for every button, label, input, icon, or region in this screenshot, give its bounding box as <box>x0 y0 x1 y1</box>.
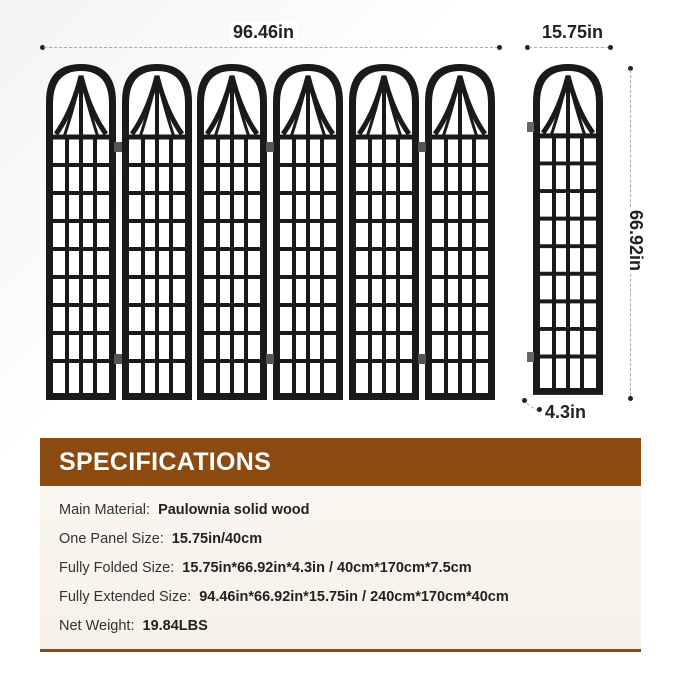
specifications-list <box>40 486 641 640</box>
dim-width-label: 96.46in <box>229 22 298 43</box>
spec-value: 94.46in*66.92in*15.75in / 240cm*170cm*40cm <box>199 588 509 605</box>
spec-label: Net Weight: <box>59 617 135 634</box>
spec-row-panel-size <box>59 524 641 553</box>
dim-panel-label: 15.75in <box>542 22 604 42</box>
hinge-icon <box>527 352 534 362</box>
spec-label: Fully Folded Size: <box>59 559 175 576</box>
spec-label: Main Material: <box>59 501 151 518</box>
spec-row-extended-size <box>59 582 641 611</box>
screen-panel-5 <box>349 64 419 400</box>
hinge-icon <box>266 142 274 152</box>
spec-value: 15.75in/40cm <box>171 530 263 547</box>
dim-width-end-dot <box>497 45 502 50</box>
spec-value: 15.75in*66.92in*4.3in / 40cm*170cm*7.5cm <box>182 559 472 576</box>
dim-width-line <box>44 47 498 48</box>
dim-height-label: 66.92in <box>625 207 646 274</box>
hinge-icon <box>418 142 426 152</box>
spec-value: 19.84LBS <box>142 617 208 634</box>
hinge-icon <box>527 122 534 132</box>
specifications-title: SPECIFICATIONS <box>59 447 272 476</box>
room-divider-image <box>40 62 500 402</box>
hinge-icon <box>418 354 426 364</box>
dim-height-end-dot <box>628 396 633 401</box>
spec-row-weight <box>59 611 641 640</box>
folded-panel-image <box>525 62 611 402</box>
dim-depth-label: 4.3in <box>545 402 587 422</box>
spec-row-folded-size <box>59 553 641 582</box>
spec-label: Fully Extended Size: <box>59 588 192 605</box>
dim-panel-end-dot <box>608 45 613 50</box>
hinge-icon <box>114 354 122 364</box>
screen-panel-2 <box>122 64 192 400</box>
specifications-header <box>40 438 641 486</box>
hinge-icon <box>266 354 274 364</box>
spec-value: Paulownia solid wood <box>158 501 310 518</box>
screen-panel-4 <box>273 64 343 400</box>
screen-panel-6 <box>425 64 495 400</box>
spec-label: One Panel Size: <box>59 530 164 547</box>
specifications-card <box>40 438 641 652</box>
dim-depth-end-dot <box>537 407 542 412</box>
screen-panel-3 <box>197 64 267 400</box>
screen-panel-1 <box>46 64 116 400</box>
hinge-icon <box>114 142 122 152</box>
dim-panel-line <box>529 47 609 48</box>
spec-row-material <box>59 495 641 524</box>
